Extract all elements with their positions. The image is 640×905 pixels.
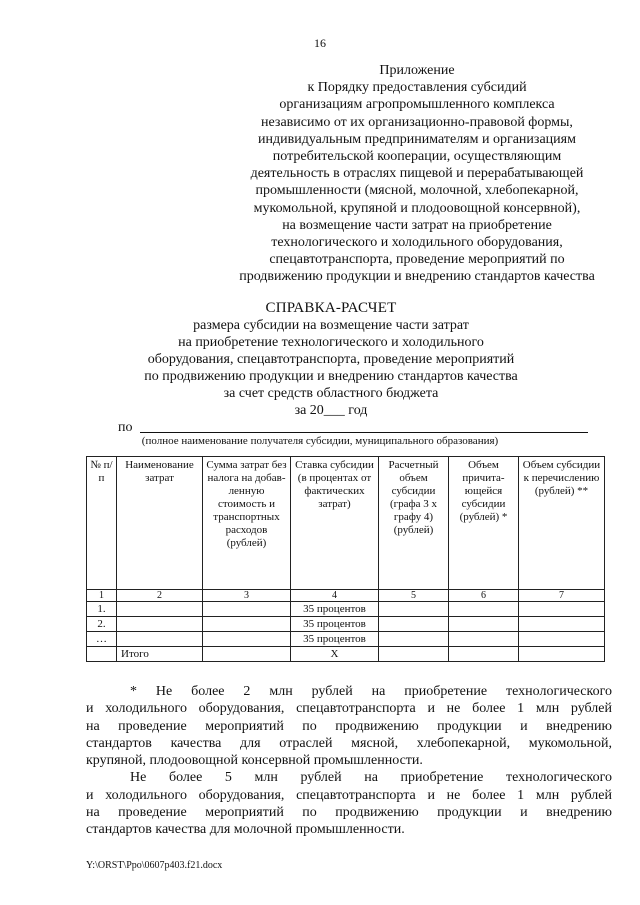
row-name bbox=[117, 632, 203, 647]
title-main: СПРАВКА-РАСЧЕТ bbox=[265, 300, 397, 316]
header-cell-due: Объем причитающейся субсидии (рублей) * bbox=[449, 457, 519, 590]
appendix-line: к Порядку предоставления субсидий bbox=[307, 80, 527, 96]
column-number: 5 bbox=[379, 590, 449, 602]
row-sum bbox=[203, 632, 291, 647]
table-total-row bbox=[87, 647, 605, 662]
table-row bbox=[87, 632, 605, 647]
title-line: размера субсидии на возмещение части затрат bbox=[193, 318, 469, 333]
row-due bbox=[449, 632, 519, 647]
header-cell-rate: Ставка субсидии (в процентах от фактических затрат) bbox=[291, 457, 379, 590]
table-header-row bbox=[87, 457, 605, 590]
appendix-line: промышленности (мясной, молочной, хлебопекарной, bbox=[255, 183, 579, 199]
appendix-line: спецавтотранспорта, проведение мероприятий по bbox=[269, 252, 565, 268]
appendix-line: деятельность в отраслях пищевой и перерабатывающей bbox=[250, 166, 584, 182]
row-name: Итого bbox=[117, 647, 203, 662]
appendix-line: Приложение bbox=[379, 63, 455, 78]
column-number: 1 bbox=[87, 590, 117, 602]
row-calc bbox=[379, 602, 449, 617]
appendix-line: мукомольной, крупяной и плодоовощной консервной), bbox=[253, 200, 581, 216]
row-calc bbox=[379, 647, 449, 662]
appendix-line: на возмещение части затрат на приобретение bbox=[282, 217, 552, 233]
row-name bbox=[117, 602, 203, 617]
page-number: 16 bbox=[314, 36, 326, 50]
calculation-table bbox=[86, 456, 605, 662]
row-calc bbox=[379, 632, 449, 647]
note1-line: крупяной, плодоовощной консервной промышленности. bbox=[86, 753, 423, 769]
row-no: … bbox=[87, 632, 117, 647]
row-rate: 35 процентов bbox=[291, 617, 379, 632]
appendix-line: независимо от их организационно-правовой формы, bbox=[261, 114, 573, 130]
row-transfer bbox=[519, 632, 605, 647]
header-cell-sum: Сумма затрат без налога на добавленную стоимость и транспортных расходов (рублей) bbox=[203, 457, 291, 590]
column-number-row bbox=[87, 590, 605, 602]
row-rate: 35 процентов bbox=[291, 632, 379, 647]
row-no: 2. bbox=[87, 617, 117, 632]
note2-line: стандартов качества для молочной промышленности. bbox=[86, 822, 405, 838]
title-line: за 20___ год bbox=[294, 403, 368, 418]
row-rate: Х bbox=[291, 647, 379, 662]
note2-line: на проведение мероприятий по продвижению продукции и внедрению bbox=[86, 805, 612, 821]
appendix-line: продвижению продукции и внедрению стандартов качества bbox=[239, 269, 595, 285]
row-transfer bbox=[519, 617, 605, 632]
title-line: по продвижению продукции и внедрению стандартов качества bbox=[144, 369, 518, 384]
row-due bbox=[449, 617, 519, 632]
appendix-line: индивидуальным предпринимателям и организациям bbox=[258, 131, 576, 147]
row-due bbox=[449, 602, 519, 617]
appendix-line: технологического и холодильного оборудования, bbox=[271, 235, 563, 251]
title-line: за счет средств областного бюджета bbox=[223, 386, 439, 401]
recipient-prefix: по bbox=[118, 420, 133, 435]
header-cell-no: № п/п bbox=[87, 457, 117, 590]
column-number: 4 bbox=[291, 590, 379, 602]
row-name bbox=[117, 617, 203, 632]
row-transfer bbox=[519, 602, 605, 617]
note1-line: и холодильного оборудования, спецавтотранспорта и не более 1 млн рублей bbox=[86, 701, 612, 717]
column-number: 3 bbox=[203, 590, 291, 602]
column-number: 6 bbox=[449, 590, 519, 602]
recipient-hint: (полное наименование получателя субсидии, муниципального образования) bbox=[141, 435, 499, 447]
appendix-header bbox=[212, 62, 622, 286]
row-sum bbox=[203, 647, 291, 662]
row-rate: 35 процентов bbox=[291, 602, 379, 617]
footnotes bbox=[86, 683, 612, 839]
table-row bbox=[87, 602, 605, 617]
row-sum bbox=[203, 617, 291, 632]
row-no bbox=[87, 647, 117, 662]
row-sum bbox=[203, 602, 291, 617]
column-number: 2 bbox=[117, 590, 203, 602]
row-no: 1. bbox=[87, 602, 117, 617]
row-transfer bbox=[519, 647, 605, 662]
title-line: на приобретение технологического и холодильного bbox=[178, 335, 484, 350]
note1-line: на проведение мероприятий по продвижению продукции и внедрению bbox=[86, 718, 612, 734]
document-title bbox=[86, 300, 576, 419]
column-number: 7 bbox=[519, 590, 605, 602]
row-calc bbox=[379, 617, 449, 632]
note2-line: и холодильного оборудования, спецавтотранспорта и не более 1 млн рублей bbox=[86, 787, 612, 803]
recipient-fill-line bbox=[140, 432, 588, 433]
note2-line: Не более 5 млн рублей на приобретение технологического bbox=[130, 770, 612, 786]
note1-line: стандартов качества для отраслей мясной, хлебопекарной, мукомольной, bbox=[86, 735, 612, 751]
appendix-line: организациям агропромышленного комплекса bbox=[279, 97, 555, 113]
header-cell-transfer: Объем субсидии к перечислению (рублей) ** bbox=[519, 457, 605, 590]
file-path-footer: Y:\ORST\Ppo\0607p403.f21.docx bbox=[86, 860, 223, 871]
table-row bbox=[87, 617, 605, 632]
header-cell-name: Наименование затрат bbox=[117, 457, 203, 590]
title-line: оборудования, спецавтотранспорта, проведение мероприятий bbox=[147, 352, 515, 367]
row-due bbox=[449, 647, 519, 662]
note1-line: * Не более 2 млн рублей на приобретение технологического bbox=[130, 684, 612, 699]
header-cell-calc: Расчетный объем субсидии (графа 3 х графу 4) (рублей) bbox=[379, 457, 449, 590]
appendix-line: потребительской кооперации, осуществляющим bbox=[272, 149, 562, 165]
